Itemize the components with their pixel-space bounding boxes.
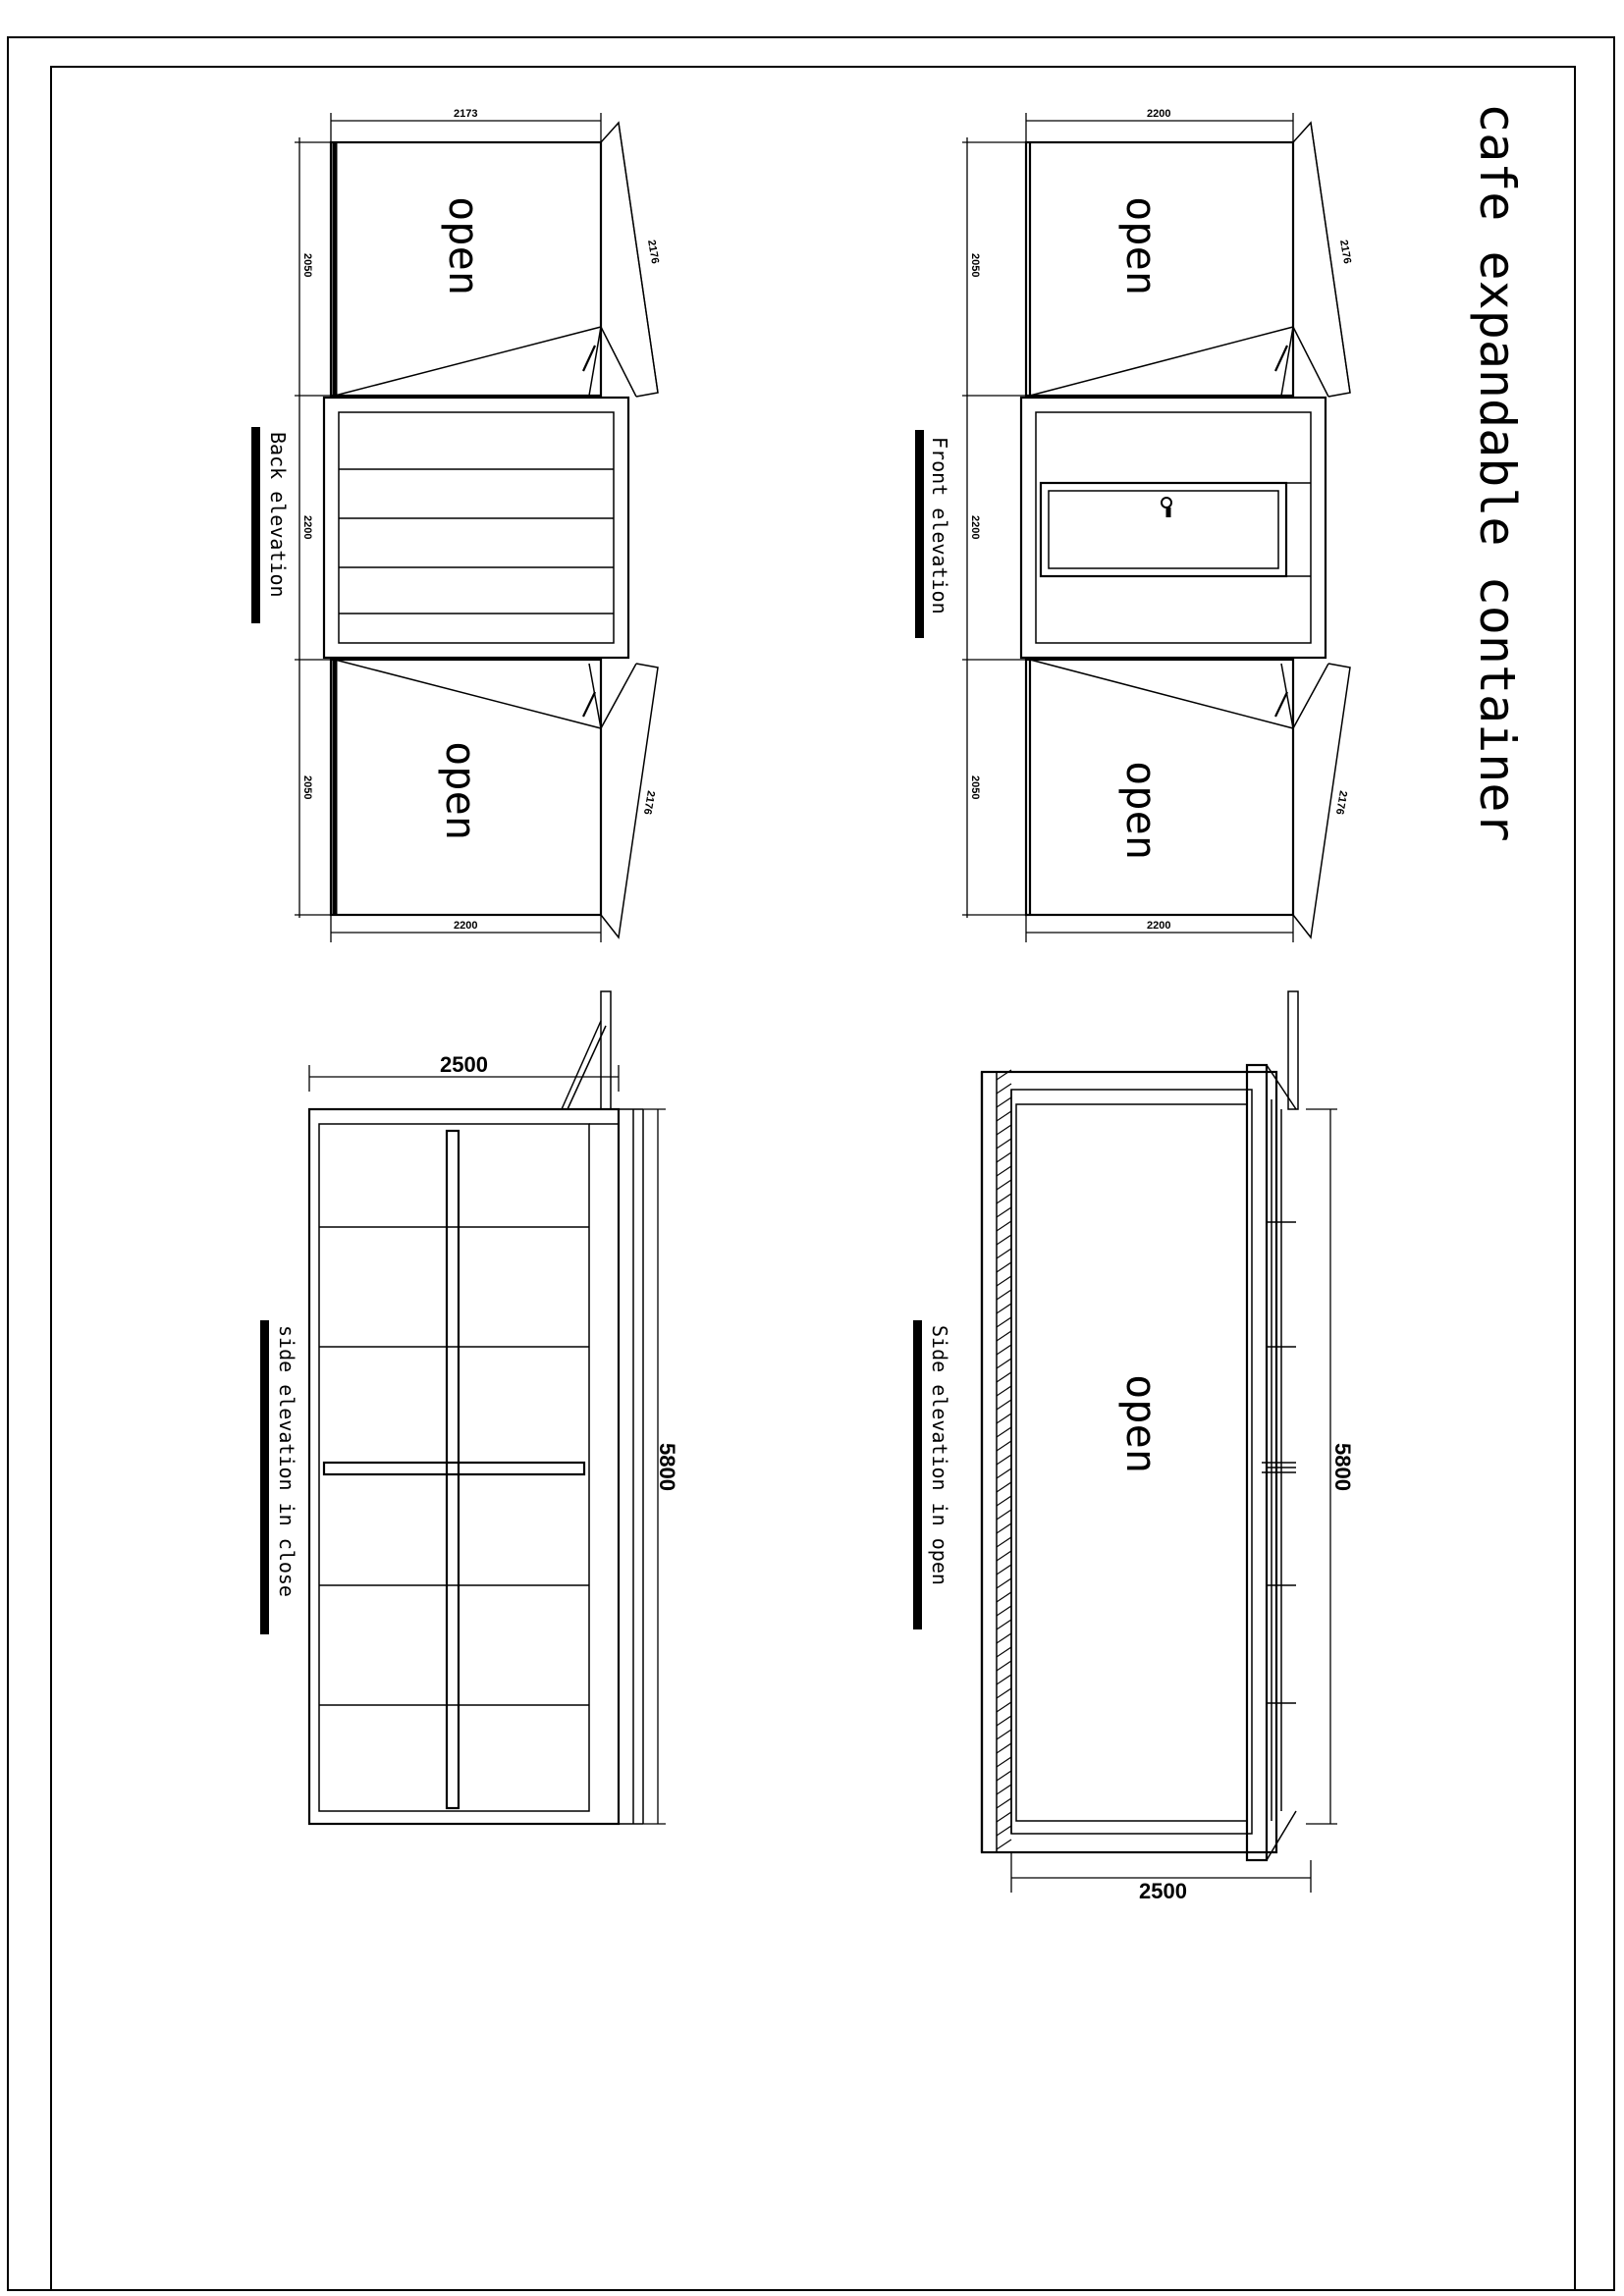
front-dim-diag-top: 2176 — [1337, 239, 1354, 265]
back-dim-diag-bottom: 2176 — [640, 789, 657, 816]
front-dim-height-bottom: 2050 — [969, 775, 981, 800]
back-dim-height-bottom: 2050 — [301, 775, 313, 800]
front-lock — [1162, 498, 1171, 507]
front-label-bar — [915, 430, 924, 638]
front-dim-diag-bottom: 2176 — [1332, 789, 1349, 816]
side-close-label: side elevation in close — [275, 1325, 298, 1597]
back-elevation-drawing — [295, 108, 661, 942]
front-dim-height-mid: 2200 — [969, 515, 981, 540]
side-close-dim-width: 2500 — [440, 1052, 488, 1077]
side-close-horizontal-bar — [324, 1463, 584, 1474]
front-top-open-text: open — [1117, 196, 1165, 296]
back-dim-width-top: 2173 — [454, 108, 478, 120]
back-elevation-label: Back elevation — [266, 432, 290, 598]
front-elevation-drawing — [962, 108, 1353, 942]
back-top-open-text: open — [440, 196, 488, 296]
front-dim-height-top: 2050 — [969, 253, 981, 278]
side-open-hatch — [997, 1070, 1011, 1849]
front-dim-width-top: 2200 — [1147, 108, 1171, 120]
back-label-bar — [251, 427, 260, 623]
drawing-title: cafe expandable container — [1469, 103, 1526, 842]
front-container-body — [1021, 398, 1326, 658]
front-dim-width-bottom: 2200 — [1147, 920, 1171, 932]
outer-border — [8, 37, 1614, 2290]
side-open-dim-length: 5800 — [1330, 1443, 1355, 1491]
back-dim-diag-top: 2176 — [645, 239, 662, 265]
inner-border — [51, 67, 1575, 2290]
side-open-drawing — [982, 991, 1355, 1903]
front-elevation-label: Front elevation — [928, 437, 951, 614]
front-bottom-open-text: open — [1117, 761, 1165, 861]
side-close-vertical-bar — [447, 1131, 459, 1808]
side-open-dim-width: 2500 — [1139, 1879, 1187, 1903]
back-container-body — [324, 398, 628, 658]
side-close-drawing — [309, 991, 679, 1824]
back-dim-height-top: 2050 — [301, 253, 313, 278]
side-open-center-text: open — [1117, 1374, 1165, 1474]
front-window — [1041, 483, 1286, 576]
side-close-label-bar — [260, 1320, 269, 1634]
back-dim-height-mid: 2200 — [301, 515, 313, 540]
side-close-dim-length: 5800 — [655, 1443, 679, 1491]
side-open-label: Side elevation in open — [928, 1325, 951, 1585]
back-dim-width-bottom: 2200 — [454, 920, 478, 932]
side-open-label-bar — [913, 1320, 922, 1629]
back-bottom-open-text: open — [437, 741, 485, 841]
side-close-body — [309, 1109, 619, 1824]
